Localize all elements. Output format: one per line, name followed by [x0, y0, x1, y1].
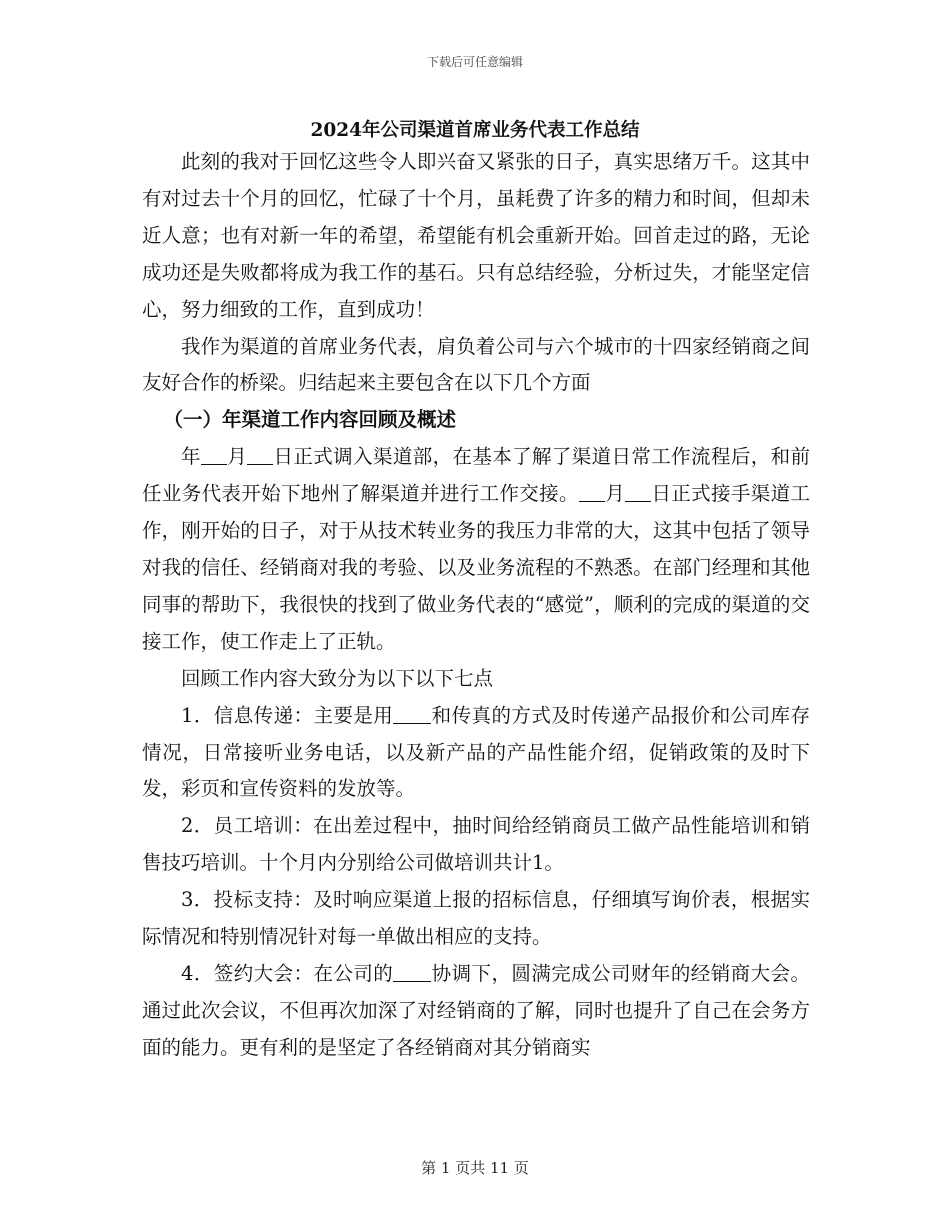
blank-field	[625, 482, 651, 503]
blank-field	[393, 961, 431, 982]
text-fragment: 协调下，圆满完成公司财年的经销商大会。通过此次会议，不但再次加深了对经销商的了解，同时也提升了自己在会务方面的能力。更有利的是坚定了各经销商对其分销商实	[142, 961, 810, 1059]
document-body	[142, 144, 810, 1067]
blank-field	[247, 445, 273, 466]
paragraph-transfer	[142, 439, 810, 660]
text-fragment: 年	[181, 445, 201, 469]
paragraph-intro: 此刻的我对于回忆这些令人即兴奋又紧张的日子，真实思绪万千。这其中有对过去十个月的回忆，忙碌了十个月，虽耗费了许多的精力和时间，但却未近人意；也有对新一年的希望，希望能有机会重新开始。回首走过的路，无论成功还是失败都将成为我工作的基石。只有总结经验，分析过失，才能坚定信心，努力细致的工作，直到成功！	[142, 150, 810, 321]
header-note: 下载后可任意编辑	[426, 55, 523, 69]
list-item-staff-training: 2．员工培训：在出差过程中，抽时间给经销商员工做产品性能培训和销售技巧培训。十个月内分别给公司做培训共计1。	[142, 814, 810, 875]
text-fragment: 日正式调入渠道部，在基本了解了渠道日常工作流程后，和前任业务代表开始下地州了解渠道并进行工作交接。	[142, 445, 810, 506]
document-title: 2024年公司渠道首席业务代表工作总结	[310, 120, 640, 141]
text-fragment: 4．签约大会：在公司的	[181, 961, 394, 985]
text-fragment: 1．信息传递：主要是用	[181, 703, 394, 727]
paragraph-review-intro: 回顾工作内容大致分为以下以下七点	[181, 666, 494, 690]
blank-field	[201, 445, 227, 466]
text-fragment: 月	[604, 482, 626, 506]
blank-field	[579, 482, 605, 503]
blank-field	[393, 703, 431, 724]
section-heading: （一）年渠道工作内容回顾及概述	[163, 408, 456, 432]
list-item-info-delivery	[142, 698, 810, 809]
list-item-signing-conference	[142, 956, 810, 1067]
text-fragment: 日正式接手渠道工作，刚开始的日子，对于从技术转业务的我压力非常的大，这其中包括了领导对我的信任、经销商对我的考验、以及业务流程的不熟悉。在部门经理和其他同事的帮助下，我很快的找到了做业务代表的“感觉”，顺利的完成的渠道的交接工作，使工作走上了正轨。	[142, 482, 810, 653]
list-item-bid-support: 3．投标支持：及时响应渠道上报的招标信息，仔细填写询价表，根据实际情况和特别情况针对每一单做出相应的支持。	[142, 888, 810, 949]
text-fragment: 月	[226, 445, 248, 469]
page-number: 第 1 页共 11 页	[421, 1159, 529, 1177]
text-fragment: 和传真的方式及时传递产品报价和公司库存情况，日常接听业务电话，以及新产品的产品性能介绍，促销政策的及时下发，彩页和宣传资料的发放等。	[142, 703, 810, 801]
paragraph-role: 我作为渠道的首席业务代表，肩负着公司与六个城市的十四家经销商之间友好合作的桥梁。归结起来主要包含在以下几个方面	[142, 334, 810, 395]
